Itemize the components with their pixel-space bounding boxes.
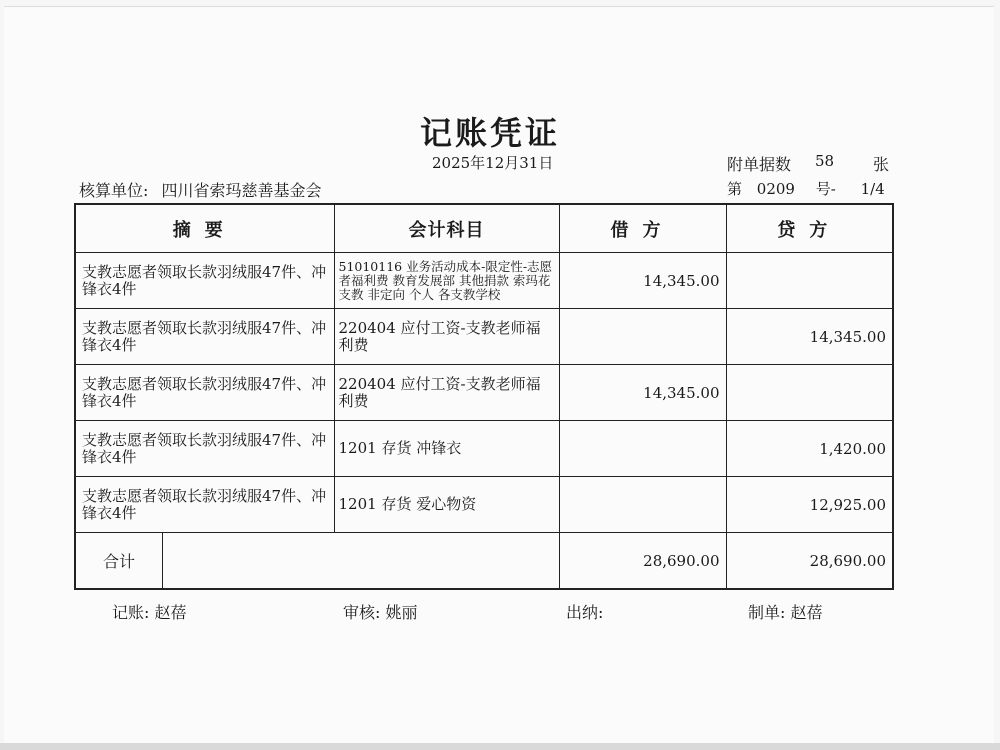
row-summary: 支教志愿者领取长款羽绒服47件、冲锋衣4件: [75, 421, 334, 477]
row-credit: [726, 253, 893, 309]
table-row: [75, 477, 893, 533]
row-credit: 1,420.00: [726, 421, 893, 477]
row-summary: 支教志愿者领取长款羽绒服47件、冲锋衣4件: [75, 365, 334, 421]
voucher-page: 1/4: [860, 180, 885, 198]
voucher-number-label: 第: [727, 180, 743, 198]
header-summary: 摘要: [75, 204, 334, 253]
footer-bookkeeper: 记账: 赵蓓: [112, 603, 187, 622]
table-row: [75, 253, 893, 309]
row-debit: [559, 421, 726, 477]
row-debit: [559, 309, 726, 365]
row-account: 51010116 业务活动成本-限定性-志愿者福利费 教育发展部 其他捐款 索玛花支教 非定向 个人 各支教学校: [334, 253, 559, 309]
row-debit: [559, 477, 726, 533]
row-account: 220404 应付工资-支教老师福利费: [334, 309, 559, 365]
row-credit: 14,345.00: [726, 309, 893, 365]
scan-edge: [0, 743, 1000, 750]
voucher-table: [74, 203, 894, 590]
accounting-unit: [79, 178, 322, 201]
attachment-label: 附单据数: [727, 155, 792, 174]
total-debit: 28,690.00: [559, 533, 726, 590]
total-label-cell: [75, 533, 559, 590]
table-row: [75, 421, 893, 477]
row-debit: 14,345.00: [559, 365, 726, 421]
voucher-title: 记账凭证: [419, 114, 560, 152]
voucher-number-value: 0209: [756, 180, 795, 198]
accounting-unit-label: 核算单位:: [79, 181, 149, 200]
row-credit: 12,925.00: [726, 477, 893, 533]
row-debit: 14,345.00: [559, 253, 726, 309]
header-account: 会计科目: [334, 204, 559, 253]
row-credit: [726, 365, 893, 421]
footer-reviewer: 审核: 姚丽: [343, 603, 418, 622]
row-account: 220404 应付工资-支教老师福利费: [334, 365, 559, 421]
total-label: 合计: [76, 533, 163, 588]
total-credit: 28,690.00: [726, 533, 893, 590]
row-summary: 支教志愿者领取长款羽绒服47件、冲锋衣4件: [75, 309, 334, 365]
table-header-row: [75, 204, 893, 253]
table-row: [75, 309, 893, 365]
header-debit: 借方: [559, 204, 726, 253]
accounting-unit-value: 四川省索玛慈善基金会: [161, 181, 322, 200]
table-row: [75, 365, 893, 421]
row-account: 1201 存货 冲锋衣: [334, 421, 559, 477]
voucher-number: [727, 178, 885, 199]
row-summary: 支教志愿者领取长款羽绒服47件、冲锋衣4件: [75, 477, 334, 533]
row-summary: 支教志愿者领取长款羽绒服47件、冲锋衣4件: [75, 253, 334, 309]
total-row: [75, 533, 893, 590]
header-credit: 贷方: [726, 204, 893, 253]
attachment-count: 58: [815, 152, 835, 170]
attachment-unit: 张: [873, 155, 890, 174]
total-blank: [163, 533, 559, 588]
row-account: 1201 存货 爱心物资: [334, 477, 559, 533]
voucher-number-suffix: 号-: [815, 180, 836, 198]
footer-cashier: 出纳:: [566, 603, 604, 622]
voucher-date: 2025年12月31日: [432, 154, 554, 172]
footer-preparer: 制单: 赵蓓: [748, 603, 823, 622]
